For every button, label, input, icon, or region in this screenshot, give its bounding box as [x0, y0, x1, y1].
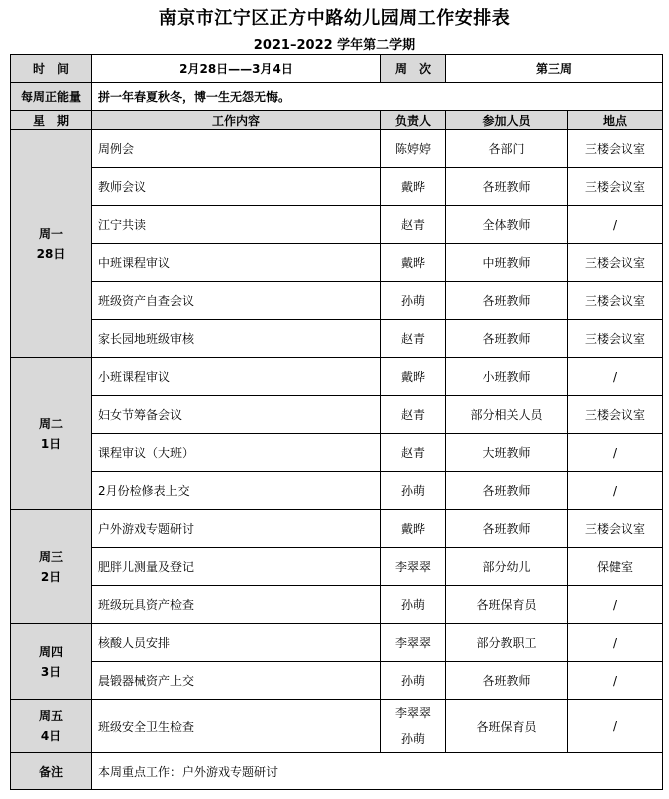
- owner-name: 李翠翠: [394, 706, 431, 720]
- task-content: 小班课程审议: [92, 358, 381, 396]
- semester-subtitle: 2021–2022 学年第二学期: [253, 38, 416, 53]
- time-value: 2月28日——3月4日: [92, 55, 381, 83]
- task-participants: 各班教师: [446, 168, 568, 206]
- day-cell: [11, 510, 92, 624]
- task-content: 教师会议: [92, 168, 381, 206]
- header-content: 工作内容: [92, 111, 381, 130]
- schedule-table-body: [11, 55, 663, 790]
- week-label: 周 次: [381, 55, 446, 83]
- note-text: 本周重点工作：户外游戏专题研讨: [92, 753, 663, 790]
- task-location: /: [568, 358, 663, 396]
- task-content: 江宁共读: [92, 206, 381, 244]
- header-location: 地点: [568, 111, 663, 130]
- energy-label: 每周正能量: [11, 83, 92, 111]
- task-owner: 孙萌: [381, 282, 446, 320]
- task-location: 三楼会议室: [568, 244, 663, 282]
- note-label: 备注: [11, 753, 92, 790]
- schedule-table: [10, 54, 663, 790]
- task-participants: 小班教师: [446, 358, 568, 396]
- owner-name: 孙萌: [400, 732, 425, 746]
- day-cell: [11, 130, 92, 358]
- task-location: /: [568, 662, 663, 700]
- task-owner: 赵青: [381, 434, 446, 472]
- task-participants: 部分教职工: [446, 624, 568, 662]
- time-label: 时 间: [11, 55, 92, 83]
- table-row: [11, 510, 663, 548]
- note-row: [11, 753, 663, 790]
- table-row: [11, 358, 663, 396]
- day-name: 周四: [38, 644, 63, 659]
- header-owner: 负责人: [381, 111, 446, 130]
- page-title: 南京市江宁区正方中路幼儿园周工作安排表: [158, 8, 511, 29]
- task-content: 家长园地班级审核: [92, 320, 381, 358]
- table-row: [11, 586, 663, 624]
- task-content: 2月份检修表上交: [92, 472, 381, 510]
- task-location: /: [568, 434, 663, 472]
- task-location: 三楼会议室: [568, 168, 663, 206]
- day-date: 2日: [40, 569, 62, 584]
- table-row: [11, 548, 663, 586]
- task-participants: 各班保育员: [446, 586, 568, 624]
- task-content: 课程审议（大班）: [92, 434, 381, 472]
- task-location: /: [568, 586, 663, 624]
- task-owner: 孙萌: [381, 472, 446, 510]
- task-location: 三楼会议室: [568, 320, 663, 358]
- task-participants: 各班教师: [446, 320, 568, 358]
- day-name: 周一: [38, 226, 63, 241]
- task-participants: 中班教师: [446, 244, 568, 282]
- table-row: [11, 700, 663, 753]
- table-row: [11, 206, 663, 244]
- task-location: 三楼会议室: [568, 130, 663, 168]
- day-name: 周二: [38, 416, 63, 431]
- table-row: [11, 662, 663, 700]
- task-participants: 各班教师: [446, 662, 568, 700]
- day-date: 4日: [40, 729, 62, 743]
- energy-row: [11, 83, 663, 111]
- task-content: 核酸人员安排: [92, 624, 381, 662]
- task-owner: [381, 700, 446, 753]
- table-row: [11, 434, 663, 472]
- task-content: 班级玩具资产检查: [92, 586, 381, 624]
- task-content: 班级安全卫生检查: [92, 700, 381, 753]
- task-owner: 孙萌: [381, 662, 446, 700]
- table-row: [11, 130, 663, 168]
- day-name: 周三: [38, 549, 63, 564]
- task-owner: 戴晔: [381, 358, 446, 396]
- table-row: [11, 396, 663, 434]
- task-owner: 戴晔: [381, 244, 446, 282]
- task-participants: 大班教师: [446, 434, 568, 472]
- task-participants: 部分幼儿: [446, 548, 568, 586]
- task-location: /: [568, 206, 663, 244]
- task-location: 三楼会议室: [568, 396, 663, 434]
- header-row: [11, 111, 663, 130]
- day-name: 周五: [38, 709, 63, 723]
- header-participants: 参加人员: [446, 111, 568, 130]
- task-owner: 赵青: [381, 206, 446, 244]
- task-owner: 赵青: [381, 396, 446, 434]
- task-location: 保健室: [568, 548, 663, 586]
- task-location: 三楼会议室: [568, 510, 663, 548]
- task-location: /: [568, 624, 663, 662]
- time-row: [11, 55, 663, 83]
- task-content: 妇女节筹备会议: [92, 396, 381, 434]
- day-date: 28日: [36, 246, 66, 261]
- header-day: 星 期: [11, 111, 92, 130]
- table-row: [11, 624, 663, 662]
- task-content: 周例会: [92, 130, 381, 168]
- task-location: 三楼会议室: [568, 282, 663, 320]
- table-row: [11, 282, 663, 320]
- task-content: 肥胖儿测量及登记: [92, 548, 381, 586]
- task-participants: 各班教师: [446, 282, 568, 320]
- day-cell: [11, 700, 92, 753]
- day-date: 1日: [40, 436, 62, 451]
- task-content: 中班课程审议: [92, 244, 381, 282]
- task-participants: 各部门: [446, 130, 568, 168]
- energy-text: 拼一年春夏秋冬，博一生无怨无悔。: [92, 83, 663, 111]
- task-owner: 陈婷婷: [381, 130, 446, 168]
- day-cell: [11, 358, 92, 510]
- task-participants: 各班教师: [446, 510, 568, 548]
- table-row: [11, 244, 663, 282]
- task-owner: 孙萌: [381, 586, 446, 624]
- task-owner: 李翠翠: [381, 548, 446, 586]
- day-date: 3日: [40, 664, 62, 679]
- table-row: [11, 168, 663, 206]
- task-participants: 部分相关人员: [446, 396, 568, 434]
- task-owner: 戴晔: [381, 168, 446, 206]
- task-content: 户外游戏专题研讨: [92, 510, 381, 548]
- task-participants: 各班保育员: [446, 700, 568, 753]
- table-row: [11, 472, 663, 510]
- week-value: 第三周: [446, 55, 663, 83]
- task-participants: 各班教师: [446, 472, 568, 510]
- task-content: 晨锻器械资产上交: [92, 662, 381, 700]
- day-cell: [11, 624, 92, 700]
- task-content: 班级资产自查会议: [92, 282, 381, 320]
- task-owner: 李翠翠: [381, 624, 446, 662]
- task-location: /: [568, 472, 663, 510]
- table-row: [11, 320, 663, 358]
- task-participants: 全体教师: [446, 206, 568, 244]
- task-owner: 赵青: [381, 320, 446, 358]
- task-location: /: [568, 700, 663, 753]
- task-owner: 戴晔: [381, 510, 446, 548]
